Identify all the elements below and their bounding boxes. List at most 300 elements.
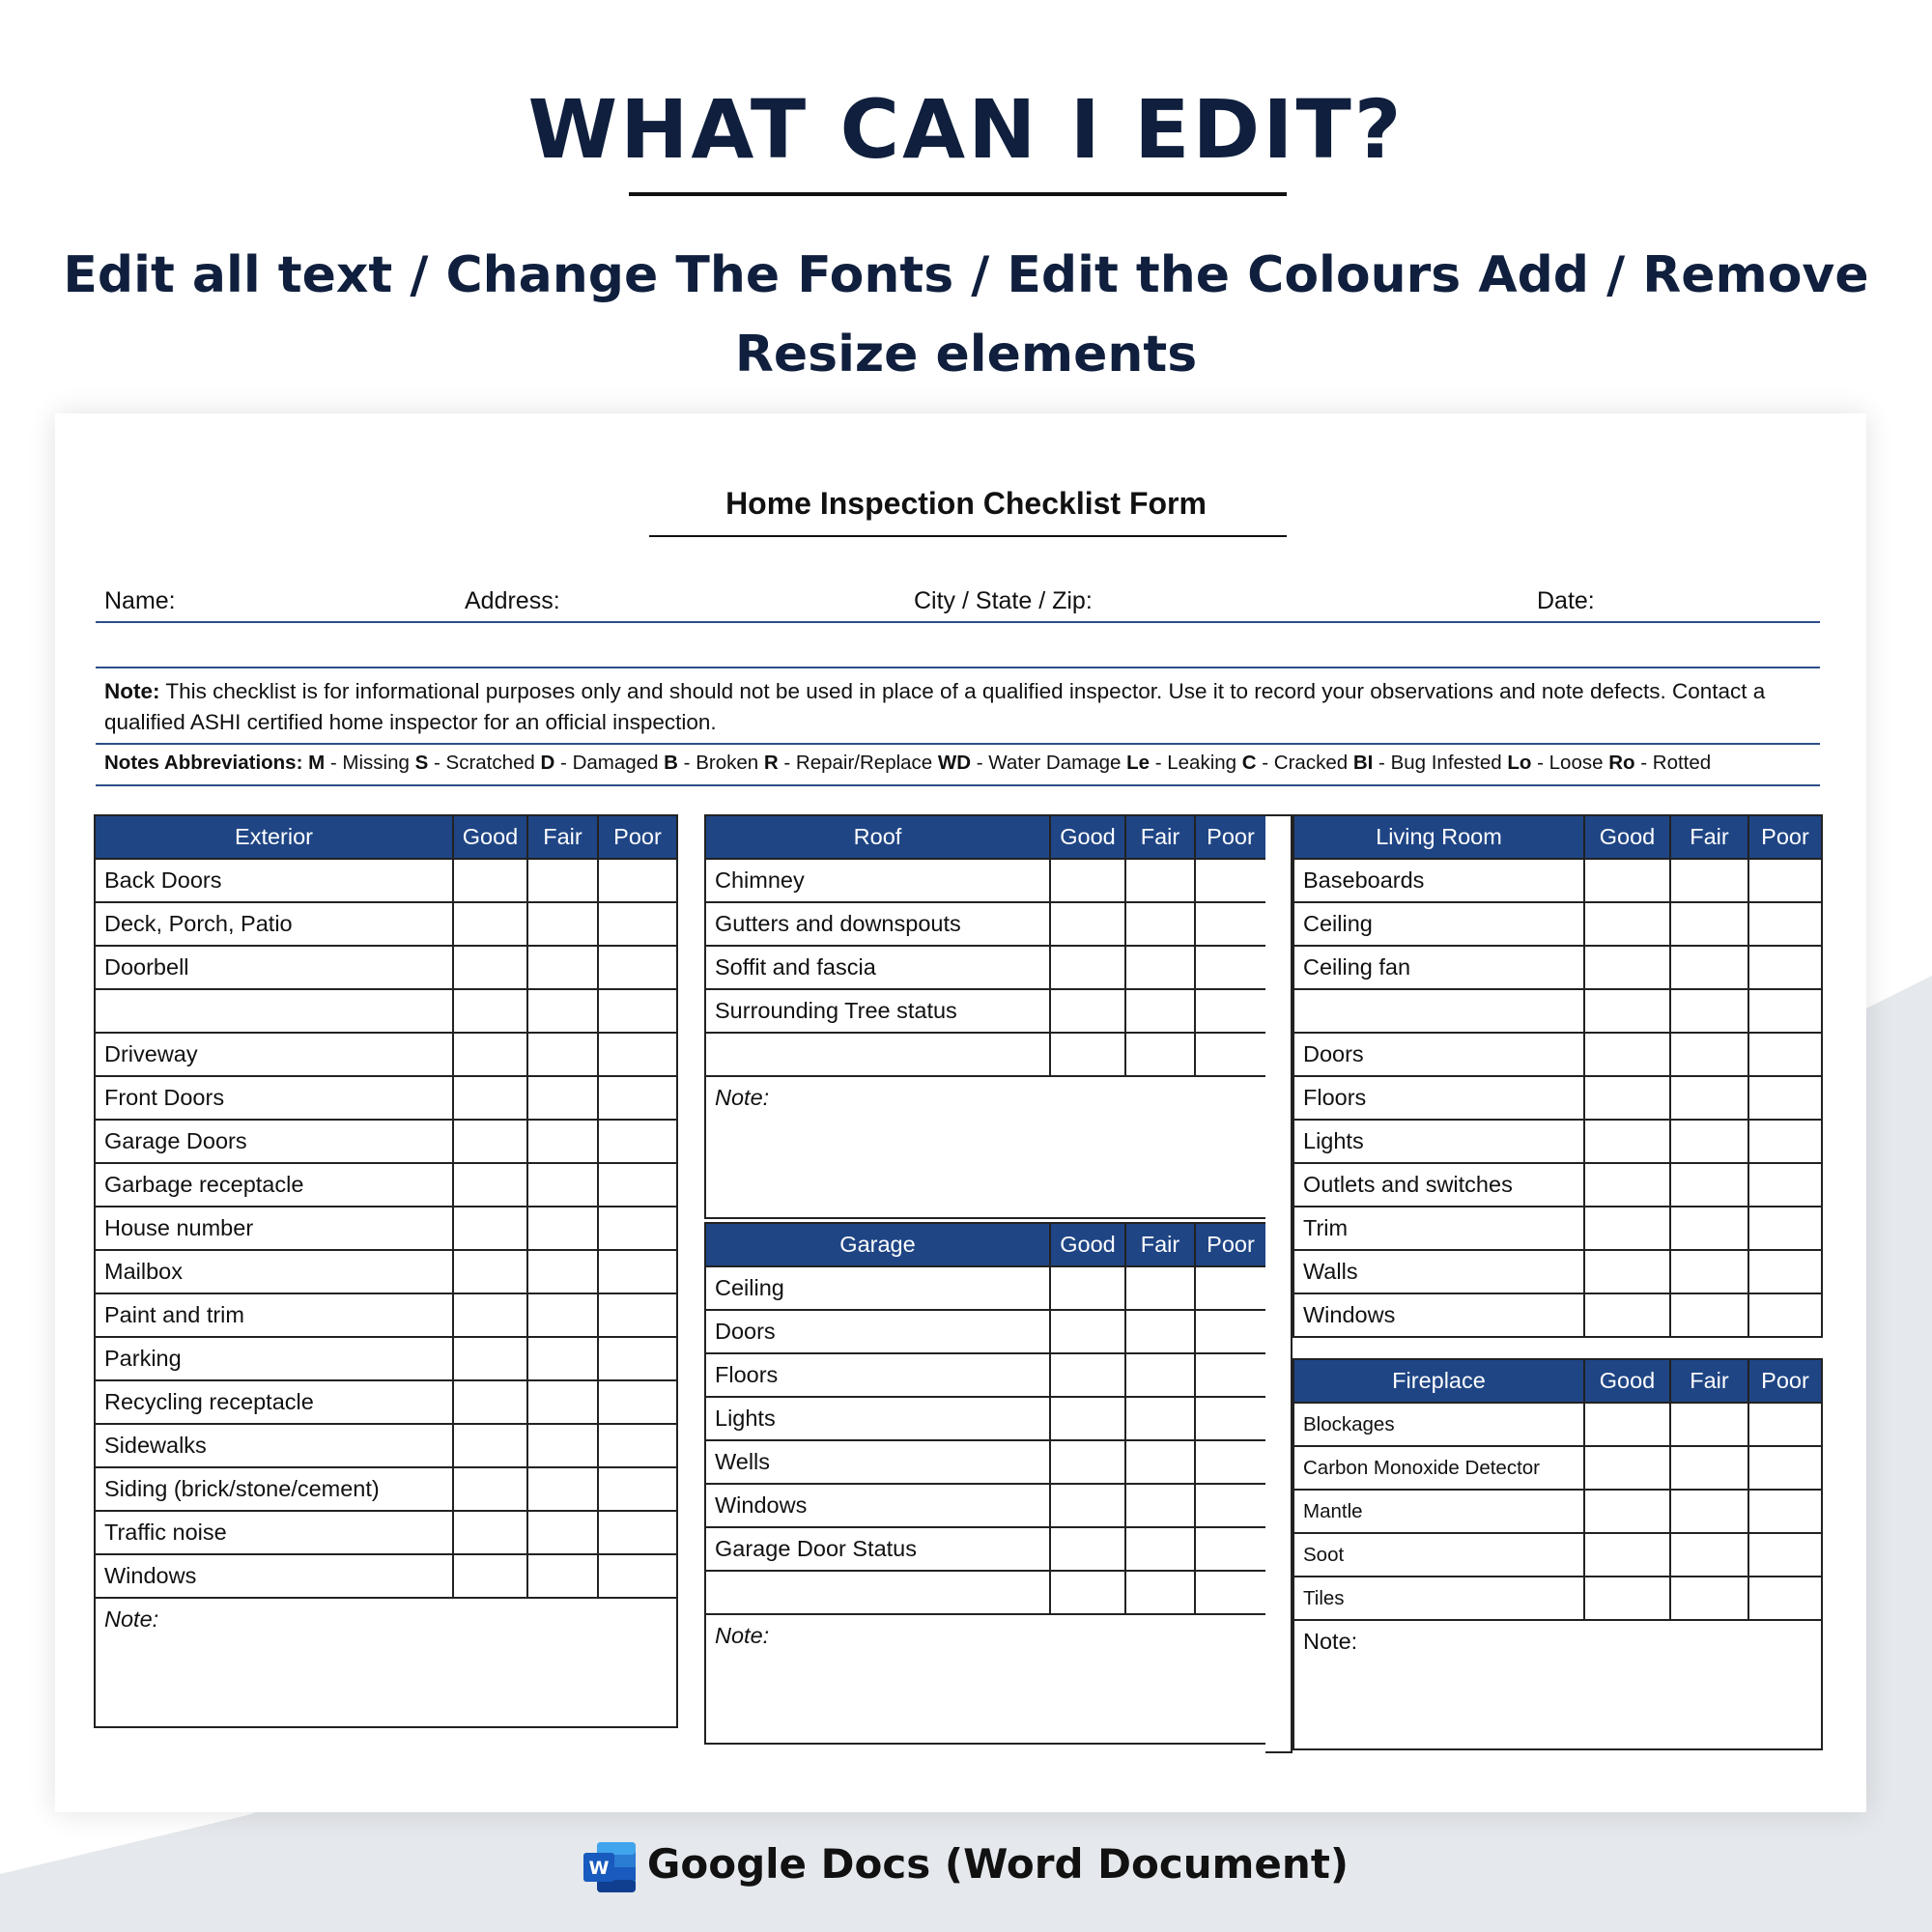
poor-checkbox-cell[interactable] <box>1748 1163 1822 1207</box>
good-checkbox-cell[interactable] <box>453 1033 527 1076</box>
good-checkbox-cell[interactable] <box>453 902 527 946</box>
item-label: Doors <box>1293 1033 1584 1076</box>
good-checkbox-cell[interactable] <box>453 1120 527 1163</box>
good-checkbox-cell[interactable] <box>1050 902 1125 946</box>
item-label: Chimney <box>705 859 1050 902</box>
good-header: Good <box>453 815 527 859</box>
poor-checkbox-cell[interactable] <box>598 1380 677 1424</box>
table-row <box>95 1337 677 1380</box>
table-row <box>1293 1577 1822 1620</box>
footer <box>0 1840 1932 1892</box>
poor-checkbox-cell[interactable] <box>1748 1490 1822 1533</box>
abbreviation-code: Le <box>1126 752 1151 774</box>
fair-checkbox-cell[interactable] <box>527 1207 598 1250</box>
fair-checkbox-cell[interactable] <box>527 1120 598 1163</box>
fair-checkbox-cell[interactable] <box>1670 1250 1748 1293</box>
poor-checkbox-cell[interactable] <box>1748 859 1822 902</box>
item-label <box>95 989 453 1033</box>
abbreviation-code: Ro <box>1608 752 1635 774</box>
good-checkbox-cell[interactable] <box>1584 902 1670 946</box>
good-checkbox-cell[interactable] <box>1050 1397 1125 1440</box>
fair-checkbox-cell[interactable] <box>1670 859 1748 902</box>
poor-checkbox-cell[interactable] <box>1195 1484 1266 1527</box>
table-row <box>705 1310 1266 1353</box>
abbreviation-code: BI <box>1352 752 1374 774</box>
fair-checkbox-cell[interactable] <box>1670 1446 1748 1490</box>
table-row <box>95 1163 677 1207</box>
poor-checkbox-cell[interactable] <box>1748 1446 1822 1490</box>
table-row <box>705 1484 1266 1527</box>
fair-checkbox-cell[interactable] <box>527 1511 598 1554</box>
fair-checkbox-cell[interactable] <box>1125 1440 1195 1484</box>
poor-checkbox-cell[interactable] <box>598 1554 677 1598</box>
item-label <box>705 1033 1050 1076</box>
poor-checkbox-cell[interactable] <box>598 946 677 989</box>
fair-checkbox-cell[interactable] <box>1125 989 1195 1033</box>
table-row <box>1293 1293 1822 1337</box>
item-label: Outlets and switches <box>1293 1163 1584 1207</box>
good-checkbox-cell[interactable] <box>1050 1571 1125 1614</box>
good-checkbox-cell[interactable] <box>1050 1353 1125 1397</box>
good-checkbox-cell[interactable] <box>453 1163 527 1207</box>
fair-checkbox-cell[interactable] <box>527 1467 598 1511</box>
item-label <box>705 1571 1050 1614</box>
poor-checkbox-cell[interactable] <box>598 989 677 1033</box>
table-row <box>705 989 1266 1033</box>
table-row <box>1293 859 1822 902</box>
poor-checkbox-cell[interactable] <box>1195 1033 1266 1076</box>
poor-checkbox-cell[interactable] <box>598 1467 677 1511</box>
good-checkbox-cell[interactable] <box>1584 1533 1670 1577</box>
fair-checkbox-cell[interactable] <box>1670 1403 1748 1446</box>
poor-checkbox-cell[interactable] <box>1748 1076 1822 1120</box>
item-label: Lights <box>705 1397 1050 1440</box>
fair-checkbox-cell[interactable] <box>527 1293 598 1337</box>
item-label: Paint and trim <box>95 1293 453 1337</box>
good-checkbox-cell[interactable] <box>453 1250 527 1293</box>
item-label: Ceiling <box>1293 902 1584 946</box>
table-row <box>1293 1446 1822 1490</box>
poor-checkbox-cell[interactable] <box>1748 989 1822 1033</box>
poor-checkbox-cell[interactable] <box>598 1424 677 1467</box>
item-label: Windows <box>705 1484 1050 1527</box>
table-row <box>705 1266 1266 1310</box>
poor-header: Poor <box>1195 815 1266 859</box>
good-checkbox-cell[interactable] <box>1050 989 1125 1033</box>
good-checkbox-cell[interactable] <box>1584 859 1670 902</box>
date-field-label[interactable]: Date: <box>1537 587 1595 614</box>
item-label: Surrounding Tree status <box>705 989 1050 1033</box>
item-label: Recycling receptacle <box>95 1380 453 1424</box>
good-header: Good <box>1050 1223 1125 1266</box>
abbreviation-meaning: Missing <box>342 752 410 774</box>
item-label: Soffit and fascia <box>705 946 1050 989</box>
good-checkbox-cell[interactable] <box>1050 946 1125 989</box>
poor-checkbox-cell[interactable] <box>598 902 677 946</box>
abbreviation-code: B <box>664 752 678 774</box>
garage-note[interactable]: Note: <box>705 1614 1266 1744</box>
good-checkbox-cell[interactable] <box>453 1076 527 1120</box>
note-bottom-rule <box>96 743 1820 745</box>
poor-header: Poor <box>1748 1359 1822 1403</box>
good-checkbox-cell[interactable] <box>1584 1250 1670 1293</box>
table-row <box>95 1424 677 1467</box>
table-row <box>95 1554 677 1598</box>
fair-checkbox-cell[interactable] <box>527 946 598 989</box>
fireplace-header: Fireplace <box>1293 1359 1584 1403</box>
good-checkbox-cell[interactable] <box>1584 1403 1670 1446</box>
item-label: Siding (brick/stone/cement) <box>95 1467 453 1511</box>
fair-checkbox-cell[interactable] <box>1125 1353 1195 1397</box>
poor-checkbox-cell[interactable] <box>598 1293 677 1337</box>
poor-header: Poor <box>1748 815 1822 859</box>
abbreviation-code: WD <box>937 752 972 774</box>
good-checkbox-cell[interactable] <box>1584 1490 1670 1533</box>
good-checkbox-cell[interactable] <box>1050 859 1125 902</box>
fair-checkbox-cell[interactable] <box>1670 1490 1748 1533</box>
good-checkbox-cell[interactable] <box>1584 1446 1670 1490</box>
item-label: Baseboards <box>1293 859 1584 902</box>
abbreviation-meaning: Scratched <box>445 752 535 774</box>
item-label: Windows <box>1293 1293 1584 1337</box>
item-label: Garage Doors <box>95 1120 453 1163</box>
good-checkbox-cell[interactable] <box>1584 989 1670 1033</box>
table-row <box>95 989 677 1033</box>
good-checkbox-cell[interactable] <box>1584 1207 1670 1250</box>
table-row <box>95 1511 677 1554</box>
item-label: Tiles <box>1293 1577 1584 1620</box>
city-state-zip-field-label[interactable]: City / State / Zip: <box>914 587 1093 614</box>
table-row <box>705 1527 1266 1571</box>
table-row <box>1293 1120 1822 1163</box>
fair-checkbox-cell[interactable] <box>527 989 598 1033</box>
fair-checkbox-cell[interactable] <box>1125 902 1195 946</box>
fireplace-note[interactable]: Note: <box>1293 1620 1822 1749</box>
good-checkbox-cell[interactable] <box>453 1424 527 1467</box>
poor-checkbox-cell[interactable] <box>598 859 677 902</box>
roof-header: Roof <box>705 815 1050 859</box>
good-checkbox-cell[interactable] <box>453 1511 527 1554</box>
item-label: Gutters and downspouts <box>705 902 1050 946</box>
abbreviation-code: M <box>308 752 326 774</box>
fair-checkbox-cell[interactable] <box>1670 1207 1748 1250</box>
fair-checkbox-cell[interactable] <box>1125 1571 1195 1614</box>
good-checkbox-cell[interactable] <box>1584 1163 1670 1207</box>
abbreviation-meaning: Damaged <box>572 752 659 774</box>
living-room-table <box>1293 814 1823 1338</box>
table-row <box>705 1440 1266 1484</box>
table-row <box>95 1467 677 1511</box>
form-title-underline <box>649 535 1287 537</box>
fair-checkbox-cell[interactable] <box>1670 1033 1748 1076</box>
abbreviations-list: M - Missing S - Scratched D - Damaged B - Broken R - Repair/Replace WD - Water Damage Le - Leaking C - Cracked BI - Bug Infested Lo - Loose Ro - Rotted <box>308 752 1712 774</box>
table-row <box>705 1033 1266 1076</box>
item-label: Front Doors <box>95 1076 453 1120</box>
table-row <box>95 859 677 902</box>
note-label: Note: <box>104 679 160 703</box>
table-row <box>1293 902 1822 946</box>
poor-checkbox-cell[interactable] <box>1748 946 1822 989</box>
abbreviations-label: Notes Abbreviations: <box>104 752 303 774</box>
table-row <box>705 946 1266 989</box>
table-row <box>705 859 1266 902</box>
abbreviation-meaning: Leaking <box>1167 752 1237 774</box>
good-checkbox-cell[interactable] <box>1050 1266 1125 1310</box>
table-row <box>95 1207 677 1250</box>
poor-checkbox-cell[interactable] <box>598 1337 677 1380</box>
poor-checkbox-cell[interactable] <box>598 1163 677 1207</box>
good-checkbox-cell[interactable] <box>1584 1076 1670 1120</box>
exterior-table <box>94 814 678 1728</box>
poor-checkbox-cell[interactable] <box>1748 1207 1822 1250</box>
good-header: Good <box>1584 1359 1670 1403</box>
item-label: Parking <box>95 1337 453 1380</box>
poor-checkbox-cell[interactable] <box>1195 1266 1266 1310</box>
item-label: Mantle <box>1293 1490 1584 1533</box>
item-label: Mailbox <box>95 1250 453 1293</box>
poor-checkbox-cell[interactable] <box>1195 902 1266 946</box>
table-row <box>1293 1076 1822 1120</box>
table-row <box>1293 1490 1822 1533</box>
abbreviations-bottom-rule <box>96 784 1820 786</box>
fair-checkbox-cell[interactable] <box>527 1250 598 1293</box>
fair-header: Fair <box>527 815 598 859</box>
item-label <box>1293 989 1584 1033</box>
good-checkbox-cell[interactable] <box>453 1554 527 1598</box>
item-label: Deck, Porch, Patio <box>95 902 453 946</box>
table-row <box>95 946 677 989</box>
good-checkbox-cell[interactable] <box>1050 1033 1125 1076</box>
fair-checkbox-cell[interactable] <box>1125 1527 1195 1571</box>
abbreviation-code: S <box>414 752 429 774</box>
headline-underline <box>629 192 1287 196</box>
fair-checkbox-cell[interactable] <box>1125 946 1195 989</box>
good-checkbox-cell[interactable] <box>1584 1120 1670 1163</box>
roof-table <box>704 814 1267 1219</box>
table-row <box>95 1293 677 1337</box>
table-row <box>705 902 1266 946</box>
table-row <box>95 1076 677 1120</box>
poor-checkbox-cell[interactable] <box>1195 989 1266 1033</box>
fair-checkbox-cell[interactable] <box>1125 859 1195 902</box>
poor-checkbox-cell[interactable] <box>598 1207 677 1250</box>
table-row <box>1293 1163 1822 1207</box>
garage-header: Garage <box>705 1223 1050 1266</box>
item-label: Doorbell <box>95 946 453 989</box>
fair-checkbox-cell[interactable] <box>527 1163 598 1207</box>
item-label: Traffic noise <box>95 1511 453 1554</box>
fair-checkbox-cell[interactable] <box>527 1337 598 1380</box>
item-label: Driveway <box>95 1033 453 1076</box>
item-label: Ceiling <box>705 1266 1050 1310</box>
poor-checkbox-cell[interactable] <box>598 1511 677 1554</box>
fair-header: Fair <box>1670 815 1748 859</box>
item-label: Windows <box>95 1554 453 1598</box>
item-label: House number <box>95 1207 453 1250</box>
garage-table <box>704 1222 1267 1745</box>
poor-checkbox-cell[interactable] <box>1195 1440 1266 1484</box>
fair-checkbox-cell[interactable] <box>527 1033 598 1076</box>
fair-checkbox-cell[interactable] <box>1125 1484 1195 1527</box>
abbreviation-meaning: Cracked <box>1273 752 1349 774</box>
fair-checkbox-cell[interactable] <box>1670 1577 1748 1620</box>
page-headline: WHAT CAN I EDIT? <box>527 82 1405 177</box>
poor-checkbox-cell[interactable] <box>1195 859 1266 902</box>
fair-checkbox-cell[interactable] <box>1125 1266 1195 1310</box>
good-checkbox-cell[interactable] <box>1050 1310 1125 1353</box>
living-room-header: Living Room <box>1293 815 1584 859</box>
item-label: Carbon Monoxide Detector <box>1293 1446 1584 1490</box>
subheadline-line-1: Edit all text / Change The Fonts / Edit the Colours Add / Remove <box>63 246 1869 304</box>
abbreviation-code: Lo <box>1507 752 1532 774</box>
abbreviation-meaning: Rotted <box>1652 752 1712 774</box>
item-label: Garage Door Status <box>705 1527 1050 1571</box>
item-label: Doors <box>705 1310 1050 1353</box>
abbreviation-meaning: Loose <box>1548 752 1604 774</box>
poor-checkbox-cell[interactable] <box>1748 1577 1822 1620</box>
poor-checkbox-cell[interactable] <box>598 1076 677 1120</box>
good-checkbox-cell[interactable] <box>453 1207 527 1250</box>
poor-checkbox-cell[interactable] <box>598 1120 677 1163</box>
good-header: Good <box>1584 815 1670 859</box>
item-label: Trim <box>1293 1207 1584 1250</box>
poor-checkbox-cell[interactable] <box>1195 1527 1266 1571</box>
item-label: Soot <box>1293 1533 1584 1577</box>
good-checkbox-cell[interactable] <box>1050 1527 1125 1571</box>
good-checkbox-cell[interactable] <box>453 1380 527 1424</box>
table-row <box>95 1120 677 1163</box>
poor-checkbox-cell[interactable] <box>1195 1310 1266 1353</box>
svg-text:W: W <box>588 1857 610 1879</box>
table-row <box>1293 1403 1822 1446</box>
note-top-rule <box>96 667 1820 668</box>
form-title: Home Inspection Checklist Form <box>725 486 1207 521</box>
abbreviation-meaning: Broken <box>696 752 759 774</box>
fair-checkbox-cell[interactable] <box>1670 1120 1748 1163</box>
poor-checkbox-cell[interactable] <box>1195 946 1266 989</box>
roof-note[interactable]: Note: <box>705 1076 1266 1218</box>
item-label: Back Doors <box>95 859 453 902</box>
poor-checkbox-cell[interactable] <box>1195 1353 1266 1397</box>
footer-text: Google Docs (Word Document) <box>646 1840 1350 1888</box>
table-row <box>95 1380 677 1424</box>
poor-checkbox-cell[interactable] <box>1748 1533 1822 1577</box>
good-checkbox-cell[interactable] <box>1584 1577 1670 1620</box>
poor-checkbox-cell[interactable] <box>1748 1293 1822 1337</box>
column-separator <box>1265 814 1293 1753</box>
good-checkbox-cell[interactable] <box>453 1467 527 1511</box>
item-label: Sidewalks <box>95 1424 453 1467</box>
abbreviation-meaning: Repair/Replace <box>795 752 933 774</box>
abbreviation-code: D <box>540 752 555 774</box>
poor-checkbox-cell[interactable] <box>1748 1250 1822 1293</box>
table-row <box>1293 1533 1822 1577</box>
good-checkbox-cell[interactable] <box>453 946 527 989</box>
item-label: Ceiling fan <box>1293 946 1584 989</box>
poor-checkbox-cell[interactable] <box>1195 1571 1266 1614</box>
table-row <box>1293 1250 1822 1293</box>
fair-checkbox-cell[interactable] <box>1670 1533 1748 1577</box>
note-body: This checklist is for informational purposes only and should not be used in place of a qualified inspector. Use it to record your observations and note defects. Contact a qualified ASHI certified home inspector for an official inspection. <box>104 679 1766 734</box>
abbreviation-code: R <box>763 752 779 774</box>
fair-checkbox-cell[interactable] <box>1670 946 1748 989</box>
good-checkbox-cell[interactable] <box>1050 1440 1125 1484</box>
poor-checkbox-cell[interactable] <box>598 1033 677 1076</box>
fair-checkbox-cell[interactable] <box>1670 1076 1748 1120</box>
fair-checkbox-cell[interactable] <box>1670 989 1748 1033</box>
table-row <box>1293 1033 1822 1076</box>
abbreviation-meaning: Bug Infested <box>1390 752 1502 774</box>
poor-checkbox-cell[interactable] <box>598 1250 677 1293</box>
fair-header: Fair <box>1125 815 1195 859</box>
fair-checkbox-cell[interactable] <box>1670 1293 1748 1337</box>
fair-checkbox-cell[interactable] <box>527 902 598 946</box>
good-checkbox-cell[interactable] <box>453 1337 527 1380</box>
table-row <box>1293 1207 1822 1250</box>
item-label: Floors <box>1293 1076 1584 1120</box>
field-rule <box>96 621 1820 623</box>
table-row <box>1293 989 1822 1033</box>
word-icon <box>583 1842 636 1892</box>
subheadline-line-2: Resize elements <box>734 326 1198 384</box>
table-row <box>705 1571 1266 1614</box>
table-row <box>95 1250 677 1293</box>
good-checkbox-cell[interactable] <box>1584 1033 1670 1076</box>
table-row <box>705 1353 1266 1397</box>
fair-checkbox-cell[interactable] <box>527 1554 598 1598</box>
poor-checkbox-cell[interactable] <box>1195 1397 1266 1440</box>
exterior-header: Exterior <box>95 815 453 859</box>
item-label: Wells <box>705 1440 1050 1484</box>
address-field-label[interactable]: Address: <box>465 587 560 614</box>
table-row <box>705 1397 1266 1440</box>
fair-checkbox-cell[interactable] <box>1670 1163 1748 1207</box>
table-row <box>95 1033 677 1076</box>
fair-checkbox-cell[interactable] <box>1125 1397 1195 1440</box>
item-label: Walls <box>1293 1250 1584 1293</box>
poor-checkbox-cell[interactable] <box>1748 1403 1822 1446</box>
exterior-note[interactable]: Note: <box>95 1598 677 1727</box>
fair-checkbox-cell[interactable] <box>527 1424 598 1467</box>
good-checkbox-cell[interactable] <box>453 1293 527 1337</box>
fair-checkbox-cell[interactable] <box>527 859 598 902</box>
fair-checkbox-cell[interactable] <box>1125 1033 1195 1076</box>
fair-header: Fair <box>1125 1223 1195 1266</box>
item-label: Floors <box>705 1353 1050 1397</box>
disclaimer-note <box>104 676 1804 738</box>
fair-checkbox-cell[interactable] <box>527 1076 598 1120</box>
table-row <box>95 902 677 946</box>
fair-checkbox-cell[interactable] <box>1125 1310 1195 1353</box>
fireplace-table <box>1293 1358 1823 1750</box>
good-checkbox-cell[interactable] <box>453 989 527 1033</box>
fair-checkbox-cell[interactable] <box>527 1380 598 1424</box>
item-label: Lights <box>1293 1120 1584 1163</box>
good-checkbox-cell[interactable] <box>453 859 527 902</box>
poor-checkbox-cell[interactable] <box>1748 1033 1822 1076</box>
fair-checkbox-cell[interactable] <box>1670 902 1748 946</box>
good-checkbox-cell[interactable] <box>1584 1293 1670 1337</box>
good-checkbox-cell[interactable] <box>1050 1484 1125 1527</box>
table-row <box>1293 946 1822 989</box>
item-label: Blockages <box>1293 1403 1584 1446</box>
poor-checkbox-cell[interactable] <box>1748 902 1822 946</box>
name-field-label[interactable]: Name: <box>104 587 176 614</box>
abbreviation-code: C <box>1241 752 1257 774</box>
good-header: Good <box>1050 815 1125 859</box>
good-checkbox-cell[interactable] <box>1584 946 1670 989</box>
poor-checkbox-cell[interactable] <box>1748 1120 1822 1163</box>
